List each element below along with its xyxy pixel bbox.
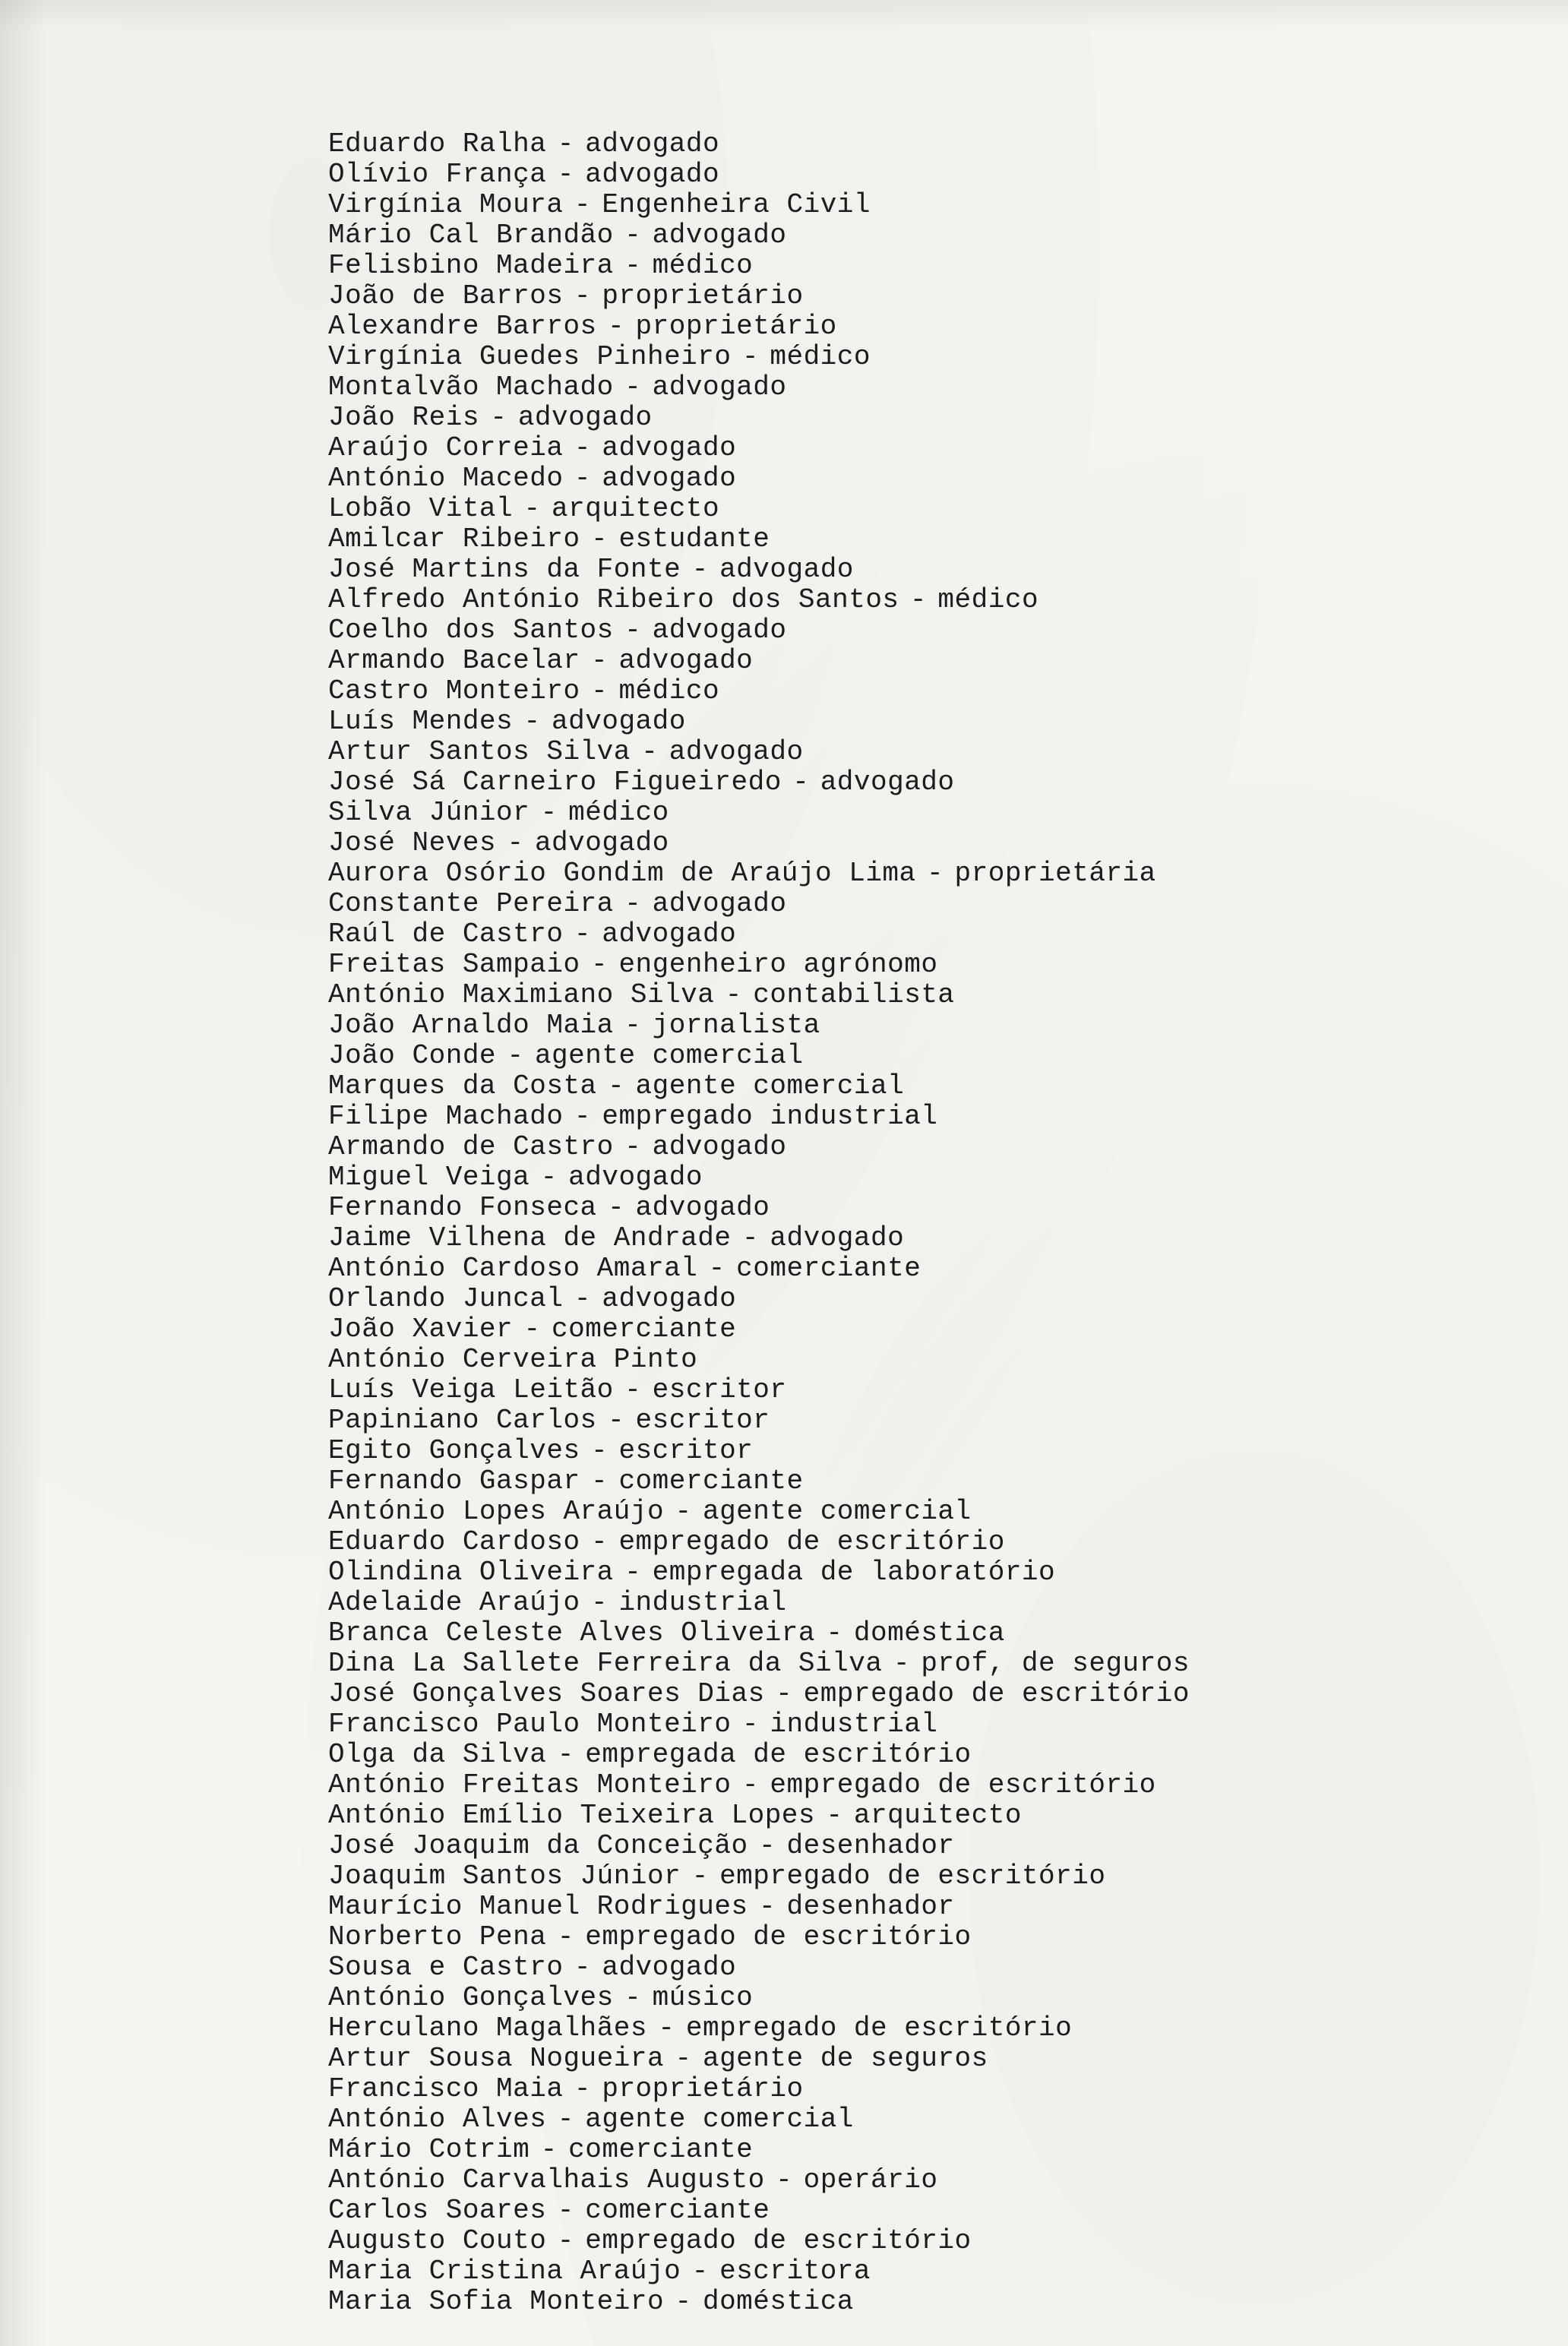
separator-dash: - [658,2012,675,2044]
separator-dash: - [624,220,642,251]
person-name: Filipe Machado [328,1101,564,1132]
separator-dash: - [557,159,574,190]
person-occupation: contabilista [753,979,955,1010]
person-occupation: advogado [652,1131,787,1162]
person-occupation: empregado de escritório [585,1921,972,1952]
list-item [328,2013,1190,2044]
person-occupation: advogado [568,1162,703,1193]
person-occupation: comerciante [736,1253,922,1284]
separator-dash: - [725,979,742,1010]
person-occupation: agente comercial [635,1070,905,1102]
separator-dash: - [776,1678,793,1709]
person-occupation: advogado [770,1222,905,1254]
person-occupation: empregada de escritório [585,1739,972,1770]
person-occupation: industrial [618,1587,787,1618]
list-item [328,767,1190,798]
separator-dash: - [557,2195,574,2226]
person-occupation: engenheiro agrónomo [618,949,938,980]
separator-dash: - [608,1070,625,1102]
person-name: Constante Pereira [328,888,614,919]
person-name: Egito Gonçalves [328,1435,580,1466]
person-name: Francisco Maia [328,2073,564,2104]
separator-dash: - [540,2134,558,2165]
person-name: Luís Mendes [328,706,514,737]
person-name: Silva Júnior [328,797,530,828]
person-name: Luís Veiga Leitão [328,1374,614,1405]
person-name: Alexandre Barros [328,311,597,342]
separator-dash: - [608,1405,625,1436]
person-occupation: proprietário [602,2073,804,2104]
list-item [328,707,1190,737]
separator-dash: - [675,1496,692,1527]
person-name: Eduardo Cardoso [328,1526,580,1557]
signatory-list [328,129,1190,2317]
separator-dash: - [776,2164,793,2196]
person-name: Artur Santos Silva [328,736,631,767]
separator-dash: - [490,402,507,433]
list-item [328,889,1190,919]
person-name: Carlos Soares [328,2195,547,2226]
person-name: Jaime Vilhena de Andrade [328,1222,732,1254]
person-occupation: escritor [652,1374,787,1405]
person-name: José Martins da Fonte [328,554,681,585]
person-occupation: advogado [669,736,804,767]
separator-dash: - [624,615,642,646]
separator-dash: - [691,1861,709,1892]
person-name: António Lopes Araújo [328,1496,665,1527]
list-item [328,1649,1190,1679]
person-name: Maria Sofia Monteiro [328,2286,665,2317]
person-occupation: empregado de escritório [585,2225,972,2256]
separator-dash: - [574,1952,591,1983]
list-item [328,555,1190,585]
person-occupation: advogado [820,767,955,798]
list-item [328,585,1190,615]
person-name: Branca Celeste Alves Oliveira [328,1617,816,1649]
list-item [328,1466,1190,1497]
separator-dash: - [624,1010,642,1041]
person-name: Fernando Gaspar [328,1465,580,1497]
person-occupation: advogado [552,706,686,737]
person-occupation: empregada de laboratório [652,1557,1056,1588]
person-name: Mário Cotrim [328,2134,530,2165]
person-occupation: operário [803,2164,938,2196]
separator-dash: - [624,372,642,403]
list-item [328,1618,1190,1649]
person-occupation: advogado [602,1283,737,1314]
list-item [328,950,1190,980]
person-occupation: agente de seguros [702,2043,988,2074]
list-item [328,1102,1190,1132]
person-occupation: advogado [585,128,720,160]
list-item [328,1375,1190,1405]
person-occupation: advogado [534,827,669,858]
person-name: Amilcar Ribeiro [328,523,580,555]
separator-dash: - [557,2104,574,2135]
separator-dash: - [624,1557,642,1588]
list-item [328,1527,1190,1557]
person-occupation: médico [652,250,754,281]
person-occupation: industrial [770,1709,938,1740]
separator-dash: - [574,189,591,220]
person-occupation: agente comercial [585,2104,854,2135]
separator-dash: - [758,1891,776,1922]
person-occupation: proprietária [954,858,1156,889]
list-item [328,798,1190,828]
person-occupation: jornalista [652,1010,820,1041]
person-name: Castro Monteiro [328,675,580,707]
person-name: João Reis [328,402,479,433]
person-name: Francisco Paulo Monteiro [328,1709,732,1740]
list-item [328,160,1190,190]
list-item [328,1952,1190,1983]
person-name: Olga da Silva [328,1739,547,1770]
person-name: Armando de Castro [328,1131,614,1162]
person-name: António Cerveira Pinto [328,1344,698,1375]
person-occupation: empregado de escritório [618,1526,1005,1557]
list-item [328,2287,1190,2317]
list-item [328,1922,1190,1952]
list-item [328,858,1190,889]
person-occupation: estudante [618,523,770,555]
person-occupation: escritora [719,2256,871,2287]
separator-dash: - [557,128,574,160]
separator-dash: - [523,706,541,737]
list-item [328,1588,1190,1618]
person-occupation: advogado [652,615,787,646]
person-name: Lobão Vital [328,493,514,524]
person-occupation: músico [652,1982,754,2013]
person-occupation: empregado de escritório [685,2012,1073,2044]
list-item [328,1405,1190,1436]
separator-dash: - [590,949,609,980]
list-item [328,2256,1190,2287]
person-name: Joaquim Santos Júnior [328,1861,681,1892]
separator-dash: - [590,1587,609,1618]
person-name: Freitas Sampaio [328,949,580,980]
person-name: Virgínia Moura [328,189,564,220]
separator-dash: - [590,1465,609,1497]
list-item [328,1831,1190,1861]
list-item [328,2074,1190,2104]
person-name: António Cardoso Amaral [328,1253,698,1284]
separator-dash: - [557,2225,574,2256]
separator-dash: - [927,858,944,889]
person-occupation: doméstica [702,2286,854,2317]
list-item [328,1193,1190,1223]
list-item [328,2135,1190,2165]
person-name: Alfredo António Ribeiro dos Santos [328,584,899,615]
list-item [328,1284,1190,1314]
person-occupation: agente comercial [534,1040,804,1071]
person-occupation: comerciante [552,1314,737,1345]
list-item [328,403,1190,433]
list-item [328,1801,1190,1831]
person-name: Eduardo Ralha [328,128,547,160]
person-name: Raúl de Castro [328,918,564,950]
person-name: Virgínia Guedes Pinheiro [328,341,732,372]
list-item [328,463,1190,494]
person-name: Araújo Correia [328,432,564,463]
person-occupation: Engenheira Civil [602,189,871,220]
person-name: Maria Cristina Araújo [328,2256,681,2287]
person-name: Herculano Magalhães [328,2012,647,2044]
person-name: Dina La Sallete Ferreira da Silva [328,1648,883,1679]
person-name: Armando Bacelar [328,645,580,676]
person-name: Norberto Pena [328,1921,547,1952]
list-item [328,1223,1190,1254]
list-item [328,281,1190,311]
list-item [328,1497,1190,1527]
list-item [328,1679,1190,1709]
separator-dash: - [590,523,609,555]
separator-dash: - [590,1526,609,1557]
person-occupation: escritor [618,1435,754,1466]
list-item [328,737,1190,767]
separator-dash: - [624,1374,642,1405]
list-item [328,1861,1190,1892]
person-name: Artur Sousa Nogueira [328,2043,665,2074]
person-occupation: prof, de seguros [921,1648,1190,1679]
person-occupation: advogado [602,463,737,494]
separator-dash: - [826,1800,843,1831]
list-item [328,980,1190,1010]
separator-dash: - [557,1921,574,1952]
person-occupation: médico [618,675,720,707]
list-item [328,1709,1190,1740]
person-name: José Gonçalves Soares Dias [328,1678,765,1709]
person-name: Fernando Fonseca [328,1192,597,1223]
person-occupation: advogado [602,918,737,950]
person-name: Aurora Osório Gondim de Araújo Lima [328,858,916,889]
list-item [328,524,1190,555]
person-occupation: comerciante [618,1465,804,1497]
list-item [328,2104,1190,2135]
person-name: José Joaquim da Conceição [328,1830,748,1861]
separator-dash: - [574,1101,591,1132]
list-item [328,646,1190,676]
person-name: António Emílio Teixeira Lopes [328,1800,816,1831]
separator-dash: - [792,767,810,798]
person-name: José Sá Carneiro Figueiredo [328,767,782,798]
person-name: Felisbino Madeira [328,250,614,281]
person-name: Sousa e Castro [328,1952,564,1983]
person-name: António Carvalhais Augusto [328,2164,765,2196]
separator-dash: - [624,888,642,919]
person-name: António Freitas Monteiro [328,1769,732,1801]
list-item [328,676,1190,707]
person-name: Maurício Manuel Rodrigues [328,1891,748,1922]
person-occupation: advogado [652,372,787,403]
separator-dash: - [608,1192,625,1223]
person-name: António Macedo [328,463,564,494]
list-item [328,1892,1190,1922]
person-name: Coelho dos Santos [328,615,614,646]
separator-dash: - [507,1040,524,1071]
person-occupation: empregado de escritório [803,1678,1190,1709]
separator-dash: - [758,1830,776,1861]
list-item [328,919,1190,950]
separator-dash: - [691,2256,709,2287]
list-item [328,1557,1190,1588]
person-name: Miguel Veiga [328,1162,530,1193]
separator-dash: - [574,432,591,463]
separator-dash: - [624,1131,642,1162]
list-item [328,1345,1190,1375]
list-item [328,1740,1190,1770]
separator-dash: - [741,341,759,372]
person-name: João Conde [328,1040,497,1071]
person-occupation: escritor [635,1405,770,1436]
list-item [328,190,1190,220]
list-item [328,828,1190,858]
person-occupation: advogado [652,888,787,919]
list-item [328,2196,1190,2226]
list-item [328,1314,1190,1345]
list-item [328,1254,1190,1284]
person-occupation: arquitecto [853,1800,1022,1831]
person-name: João de Barros [328,280,564,311]
person-name: João Arnaldo Maia [328,1010,614,1041]
person-name: João Xavier [328,1314,514,1345]
list-item [328,1041,1190,1071]
separator-dash: - [557,1739,574,1770]
person-name: António Alves [328,2104,547,2135]
separator-dash: - [574,463,591,494]
person-name: António Maximiano Silva [328,979,715,1010]
separator-dash: - [574,2073,591,2104]
separator-dash: - [574,280,591,311]
separator-dash: - [741,1769,759,1801]
list-item [328,2044,1190,2074]
separator-dash: - [741,1222,759,1254]
list-item [328,1071,1190,1102]
person-occupation: agente comercial [702,1496,972,1527]
scan-shadow-left [0,0,46,2346]
person-name: Augusto Couto [328,2225,547,2256]
list-item [328,1983,1190,2013]
separator-dash: - [741,1709,759,1740]
separator-dash: - [675,2043,692,2074]
person-name: Adelaide Araújo [328,1587,580,1618]
person-name: Mário Cal Brandão [328,220,614,251]
person-occupation: advogado [618,645,754,676]
separator-dash: - [708,1253,726,1284]
list-item [328,220,1190,251]
separator-dash: - [574,1283,591,1314]
separator-dash: - [590,1435,609,1466]
list-item [328,311,1190,342]
person-occupation: advogado [585,159,720,190]
list-item [328,129,1190,160]
separator-dash: - [540,797,558,828]
person-occupation: proprietário [635,311,837,342]
list-item [328,494,1190,524]
person-occupation: médico [568,797,669,828]
separator-dash: - [540,1162,558,1193]
list-item [328,372,1190,403]
person-occupation: advogado [719,554,854,585]
separator-dash: - [507,827,524,858]
person-occupation: advogado [635,1192,770,1223]
list-item [328,251,1190,281]
person-name: José Neves [328,827,497,858]
separator-dash: - [590,645,609,676]
person-name: António Gonçalves [328,1982,614,2013]
person-occupation: proprietário [602,280,804,311]
person-occupation: doméstica [853,1617,1005,1649]
separator-dash: - [826,1617,843,1649]
person-name: Papiniano Carlos [328,1405,597,1436]
list-item [328,342,1190,372]
list-item [328,2226,1190,2256]
separator-dash: - [691,554,709,585]
person-occupation: desenhador [786,1891,955,1922]
person-occupation: empregado de escritório [770,1769,1156,1801]
person-occupation: advogado [517,402,653,433]
person-occupation: médico [770,341,871,372]
person-name: Montalvão Machado [328,372,614,403]
separator-dash: - [574,918,591,950]
person-name: Olívio França [328,159,547,190]
person-occupation: comerciante [568,2134,754,2165]
list-item [328,1010,1190,1041]
separator-dash: - [523,493,541,524]
separator-dash: - [641,736,659,767]
list-item [328,1132,1190,1162]
person-occupation: advogado [602,432,737,463]
separator-dash: - [624,1982,642,2013]
person-occupation: médico [937,584,1039,615]
separator-dash: - [909,584,928,615]
scan-shadow-top [0,0,1568,30]
person-occupation: desenhador [786,1830,955,1861]
person-name: Orlando Juncal [328,1283,564,1314]
separator-dash: - [523,1314,541,1345]
list-item [328,1162,1190,1193]
person-occupation: empregado industrial [602,1101,938,1132]
separator-dash: - [675,2286,692,2317]
person-occupation: comerciante [585,2195,770,2226]
person-name: Marques da Costa [328,1070,597,1102]
list-item [328,2165,1190,2196]
person-name: Olindina Oliveira [328,1557,614,1588]
separator-dash: - [608,311,625,342]
list-item [328,433,1190,463]
person-occupation: advogado [652,220,787,251]
list-item [328,1436,1190,1466]
list-item [328,615,1190,646]
person-occupation: advogado [602,1952,737,1983]
separator-dash: - [893,1648,910,1679]
separator-dash: - [590,675,609,707]
separator-dash: - [624,250,642,281]
person-occupation: empregado de escritório [719,1861,1106,1892]
person-occupation: arquitecto [552,493,720,524]
list-item [328,1770,1190,1801]
